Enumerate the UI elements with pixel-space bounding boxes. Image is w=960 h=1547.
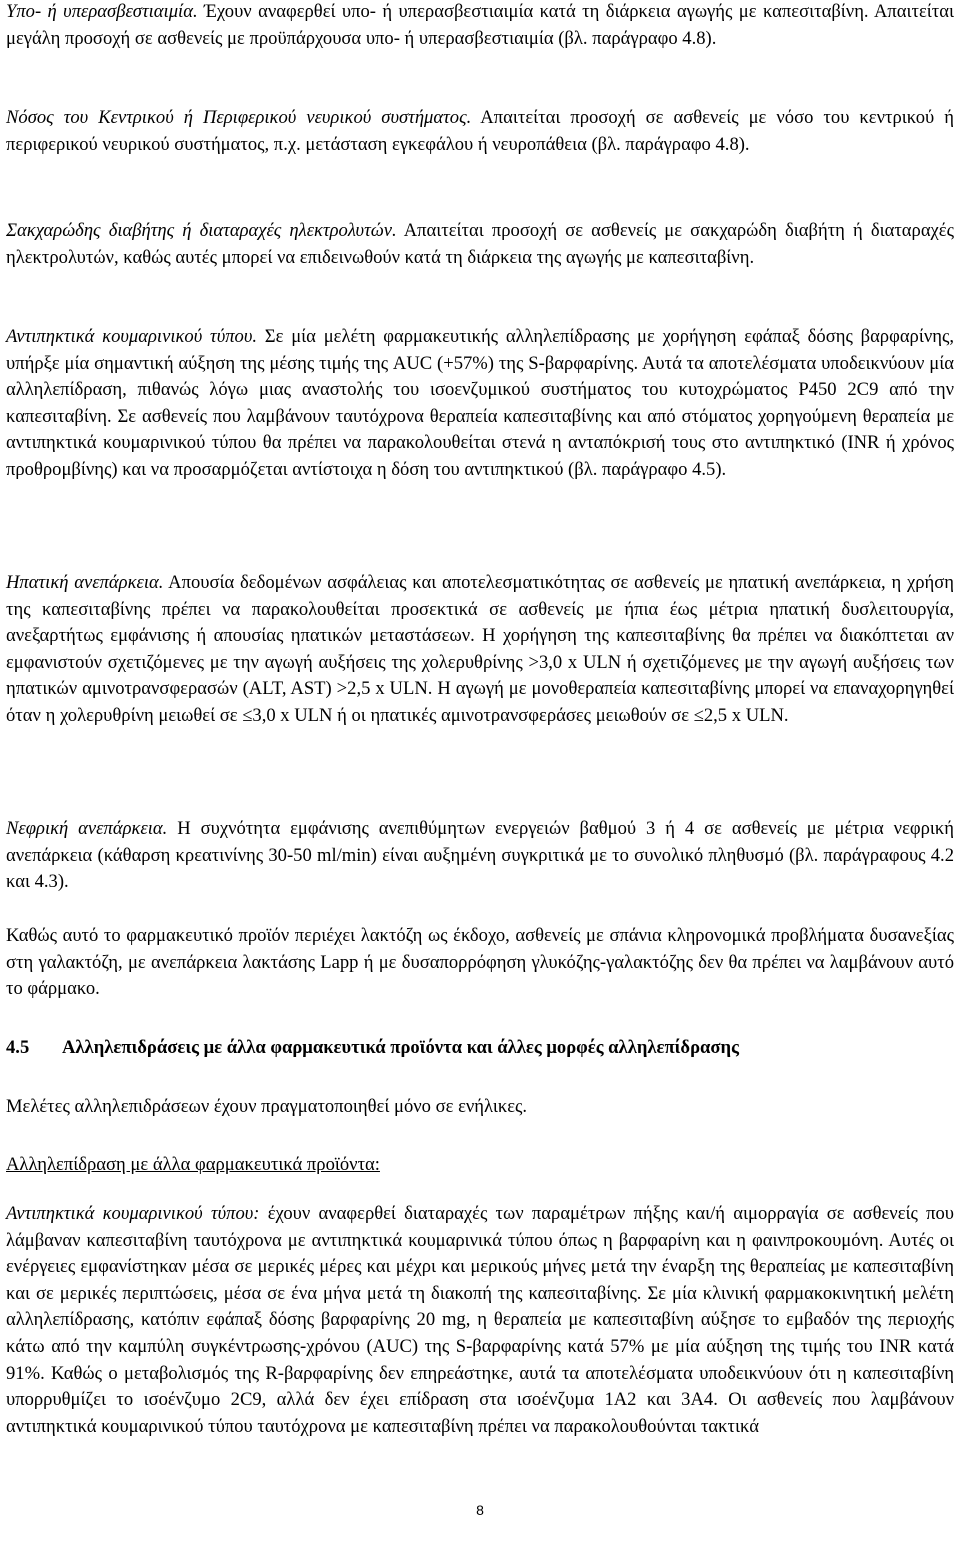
paragraph-heading: Αντιπηκτικά κουμαρινικού τύπου: [6,1203,260,1224]
paragraph-heading: Νόσος του Κεντρικού ή Περιφερικού νευρικού συστήματος. [6,107,472,128]
paragraph-heading: Ηπατική ανεπάρκεια. [6,572,164,593]
section-heading [6,1035,739,1062]
paragraph-lactose [6,923,954,1003]
paragraph-text: Η συχνότητα εμφάνισης ανεπιθύμητων ενεργειών βαθμού 3 ή 4 σε ασθενείς με μέτρια νεφρική ανεπάρκεια (κάθαρση κρεατινίνης 30-50 ml/min) είναι αυξημένη συγκριτικά με το συνολικό πληθυσμό (βλ. παράγραφους 4.2 και 4.3). [6,818,954,893]
subheading [6,1152,380,1179]
paragraph-hypercalcemia [6,0,954,52]
paragraph-text: Καθώς αυτό το φαρμακευτικό προϊόν περιέχει λακτόζη ως έκδοχο, ασθενείς με σπάνια κληρονομικά προβλήματα δυσανεξίας στη γαλακτόζη, με ανεπάρκεια λακτάσης Lapp ή με δυσαπορρόφηση γλυκόζης-γαλακτόζης δεν θα πρέπει να λαμβάνουν αυτό το φάρμακο. [6,925,954,1000]
paragraph-heading: Υπο- ή υπερασβεστιαιμία. [6,1,198,22]
section-number: 4.5 [6,1037,30,1058]
paragraph-anticoagulant-interaction [6,1201,954,1440]
paragraph-heading: Σακχαρώδης διαβήτης ή διαταραχές ηλεκτρολυτών. [6,220,397,241]
paragraph-diabetes [6,218,954,271]
paragraph-text: Έχουν αναφερθεί υπο- ή υπερασβεστιαιμία κατά τη διάρκεια αγωγής με καπεσιταβίνη. Απαιτείται μεγάλη προσοχή σε ασθενείς με προϋπάρχουσα υπο- ή υπερασβεστιαιμία (βλ. παράγραφο 4.8). [6,1,954,49]
paragraph-text: Σε μία μελέτη φαρμακευτικής αλληλεπίδρασης με χορήγηση εφάπαξ δόσης βαρφαρίνης, υπήρξε μία σημαντική αύξηση της μέσης τιμής της AUC (+57%) της S-βαρφαρίνης. Αυτά τα αποτελέσματα υποδεικνύουν μία αλληλεπίδραση, πιθανώς λόγω μιας αναστολής του ισοενζυμικού συστήματος του κυτοχρώματος P450 2C9 από την καπεσιταβίνη. Σε ασθενείς που λαμβάνουν ταυτόχρονα θεραπεία καπεσιταβίνης και από στόματος χορηγούμενη θεραπεία με αντιπηκτικά κουμαρινικού τύπου θα πρέπει να παρακολουθείται στενά η ανταπόκρισή τους στο αντιπηκτικό (INR ή χρόνος προθρομβίνης) και να προσαρμόζεται αντίστοιχα η δόση του αντιπηκτικού (βλ. παράγραφο 4.5). [6,326,954,480]
section-title: Αλληλεπιδράσεις με άλλα φαρμακευτικά προϊόντα και άλλες μορφές αλληλεπίδρασης [62,1037,739,1058]
paragraph-text: Απαιτείται προσοχή σε ασθενείς με νόσο του κεντρικού ή περιφερικού νευρικού συστήματος, π.χ. μετάσταση εγκεφάλου ή νευροπάθεια (βλ. παράγραφο 4.8). [6,107,954,155]
paragraph-text: Απαιτείται προσοχή σε ασθενείς με σακχαρώδη διαβήτη ή διαταραχές ηλεκτρολυτών, καθώς αυτές μπορεί να επιδεινωθούν κατά τη διάρκεια της αγωγής με καπεσιταβίνη. [6,220,954,268]
paragraph-renal-impairment [6,816,954,896]
paragraph-nervous-system [6,105,954,158]
paragraph-anticoagulants [6,324,954,484]
paragraph-heading: Αντιπηκτικά κουμαρινικού τύπου. [6,326,258,347]
paragraph-heading: Νεφρική ανεπάρκεια. [6,818,168,839]
intro-paragraph: Μελέτες αλληλεπιδράσεων έχουν πραγματοποιηθεί μόνο σε ενήλικες. [6,1096,528,1117]
paragraph-text: έχουν αναφερθεί διαταραχές των παραμέτρων πήξης και/ή αιμορραγία σε ασθενείς που λάμβαναν καπεσιταβίνη ταυτόχρονα με αντιπηκτικά κουμαρινικά τύπου όπως η βαρφαρίνη και η φαινπροκουμόνη. Αυτές οι ενέργειες εμφανίστηκαν μέσα σε μερικές μέρες και μέχρι και μερικούς μήνες μετά την έναρξη της θεραπείας με καπεσιταβίνη και σε μερικές περιπτώσεις, μέσα σε ένα μήνα μετά τη διακοπή της καπεσιταβίνης. Σε μία κλινική φαρμακοκινητική μελέτη αλληλεπίδρασης, κατόπιν εφάπαξ δόσης βαρφαρίνης 20 mg, η θεραπεία με καπεσιταβίνη αύξησε το εμβαδόν της περιοχής κάτω από την καμπύλη συγκέντρωσης-χρόνου (AUC) της S-βαρφαρίνης κατά 57% με μία αύξηση της τιμής του INR κατά 91%. Καθώς ο μεταβολισμός της R-βαρφαρίνης δεν επηρεάστηκε, αυτά τα αποτελέσματα υποδεικνύουν ότι η καπεσιταβίνη υπορρυθμίζει το ισοένζυμο 2C9, αλλά δεν έχει επίδραση στα ισοένζυμα 1A2 και 3A4. Οι ασθενείς που λαμβάνουν αντιπηκτικά κουμαρινικού τύπου ταυτόχρονα με καπεσιταβίνη πρέπει να παρακολουθούνται τακτικά [6,1203,954,1437]
paragraph-text: Απουσία δεδομένων ασφάλειας και αποτελεσματικότητας σε ασθενείς με ηπατική ανεπάρκεια, η χρήση της καπεσιταβίνης πρέπει να παρακολουθείται προσεκτικά σε ασθενείς με ήπια έως μέτρια ηπατική δυσλειτουργία, ανεξαρτήτως εμφάνισης ή απουσίας ηπατικών μεταστάσεων. Η χορήγηση της καπεσιταβίνης θα πρέπει να διακόπτεται αν εμφανιστούν σχετιζόμενες με την αγωγή αυξήσεις της χολερυθρίνης >3,0 x ULN ή σχετιζόμενες με την αγωγή αυξήσεις των ηπατικών αμινοτρανσφερασών (ALT, AST) >2,5 x ULN. Η αγωγή με μονοθεραπεία καπεσιταβίνης μπορεί να επαναχορηγηθεί όταν η χολερυθρίνη μειωθεί σε ≤3,0 x ULN ή οι ηπατικές αμινοτρανσφεράσες μειωθούν σε ≤2,5 x ULN. [6,572,954,726]
paragraph-hepatic-impairment [6,570,954,730]
subheading-text: Αλληλεπίδραση με άλλα φαρμακευτικά προϊόντα: [6,1154,380,1175]
page-number: 8 [476,1502,484,1518]
